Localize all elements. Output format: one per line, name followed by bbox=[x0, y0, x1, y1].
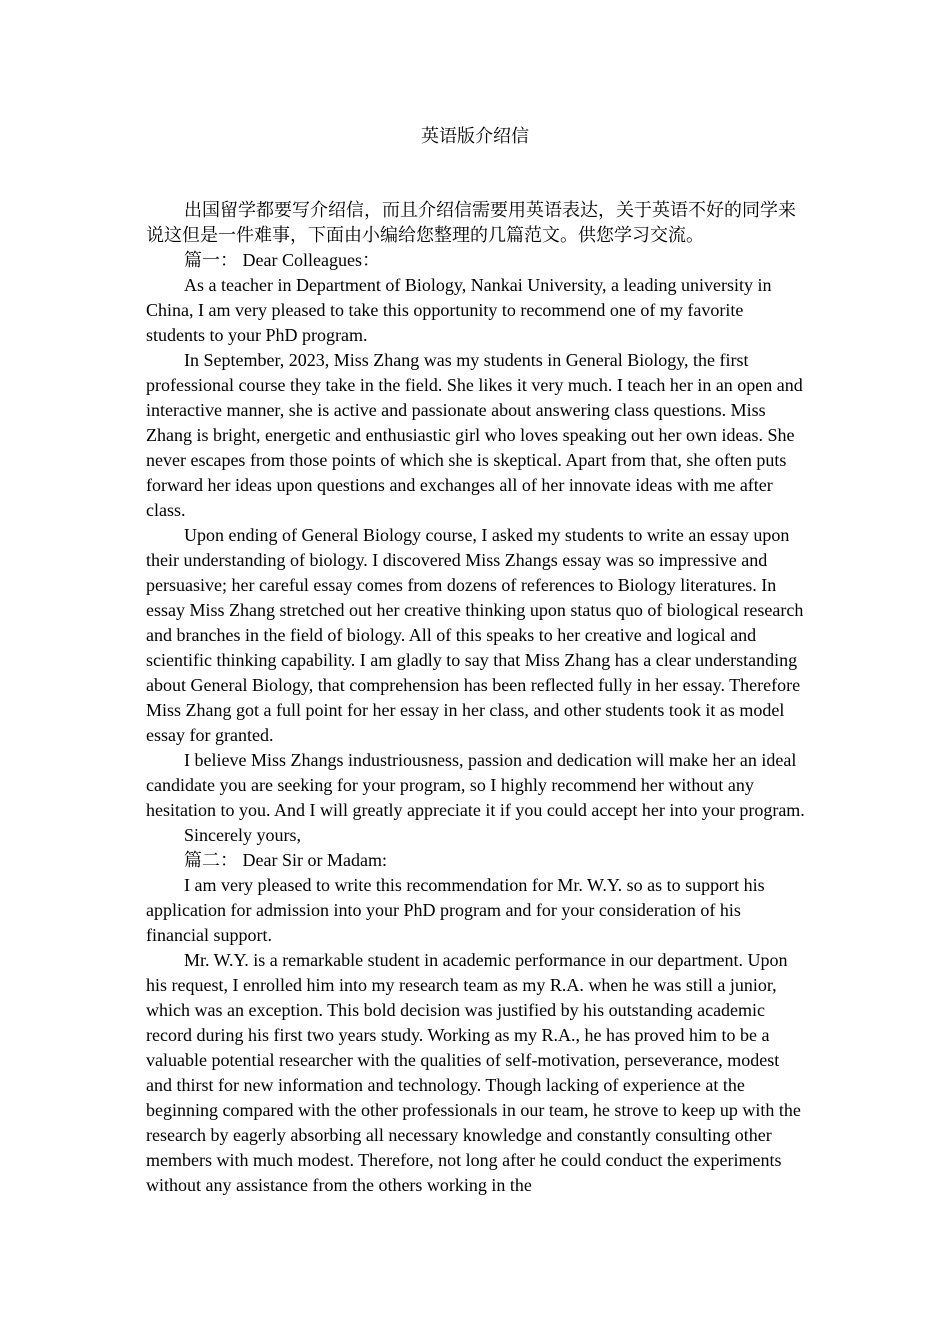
paragraph: As a teacher in Department of Biology, Nankai University, a leading university in China, I am very pleased to take this opportunity to recommend one of my favorite students to your PhD program. bbox=[146, 275, 772, 345]
paragraph: I am very pleased to write this recommendation for Mr. W.Y. so as to support his application for admission into your PhD program and for your consideration of his financial support. bbox=[146, 875, 765, 945]
paragraph-salutation-1: 篇一： Dear Colleagues： bbox=[184, 250, 380, 270]
paragraph: In September, 2023, Miss Zhang was my students in General Biology, the first professional course they take in the field. She likes it very much. I teach her in an open and interactive manner, she is active and passionate about answering class questions. Miss Zhang is bright, energetic and enthusiastic girl who loves speaking out her own ideas. She never escapes from those points of which she is skeptical. Apart from that, she often puts forward her ideas upon questions and exchanges all of her innovate ideas with me after class. bbox=[146, 350, 803, 520]
paragraph-intro: 出国留学都要写介绍信，而且介绍信需要用英语表达，关于英语不好的同学来说这但是一件难事，下面由小编给您整理的几篇范文。供您学习交流。 bbox=[146, 200, 796, 245]
paragraph: I believe Miss Zhangs industriousness, passion and dedication will make her an ideal candidate you are seeking for your program, so I highly recommend her without any hesitation to you. And I will greatly appreciate it if you could accept her into your program. bbox=[146, 750, 805, 820]
paragraph-salutation-2: 篇二： Dear Sir or Madam: bbox=[184, 850, 387, 870]
paragraph: Mr. W.Y. is a remarkable student in academic performance in our department. Upon his request, I enrolled him into my research team as my R.A. when he was still a junior, which was an exception. This bold decision was justified by his outstanding academic record during his first two years study. Working as my R.A., he has proved him to be a valuable potential researcher with the qualities of self-motivation, perseverance, modest and thirst for new information and technology. Though lacking of experience at the beginning compared with the other professionals in our team, he strove to keep up with the research by eagerly absorbing all necessary knowledge and constantly consulting other members with much modest. Therefore, not long after he could conduct the experiments without any assistance from the others working in the bbox=[146, 950, 801, 1195]
paragraph: Upon ending of General Biology course, I asked my students to write an essay upon their understanding of biology. I discovered Miss Zhangs essay was so impressive and persuasive; her careful essay comes from dozens of references to Biology literatures. In essay Miss Zhang stretched out her creative thinking upon status quo of biological research and branches in the field of biology. All of this speaks to her creative and logical and scientific thinking capability. I am gladly to say that Miss Zhang has a clear understanding about General Biology, that comprehension has been reflected fully in her essay. Therefore Miss Zhang got a full point for her essay in her class, and other students took it as model essay for granted. bbox=[146, 525, 804, 745]
paragraph-closing: Sincerely yours, bbox=[184, 825, 301, 845]
document-body bbox=[146, 198, 806, 1198]
document-title: 英语版介绍信 bbox=[421, 126, 529, 146]
